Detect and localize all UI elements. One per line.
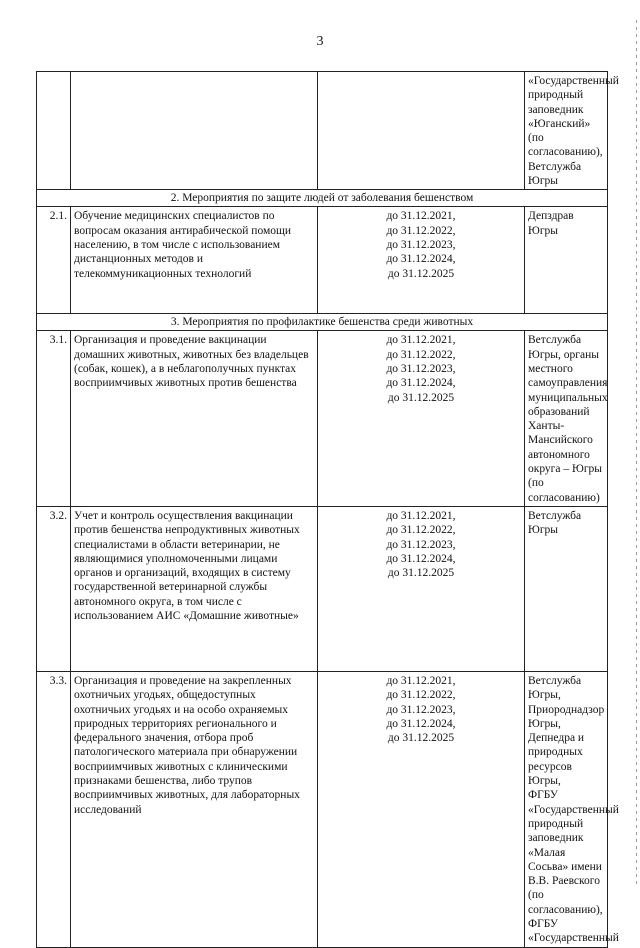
activities-table (36, 71, 619, 948)
responsible-cell: «Государственный природный заповедник «Юганский» (по согласованию), Ветслужба Югры (525, 72, 608, 190)
table-row (37, 72, 608, 190)
row-number-cell: 3.2. (37, 506, 71, 671)
table-row (37, 506, 608, 671)
page-number: 3 (316, 34, 324, 49)
activity-cell (71, 72, 318, 190)
section-header-row (37, 314, 608, 331)
term-cell: до 31.12.2021, до 31.12.2022, до 31.12.2023, до 31.12.2024, до 31.12.2025 (318, 506, 525, 671)
row-number-cell: 3.3. (37, 671, 71, 947)
section-title: 3. Мероприятия по профилактике бешенства среди животных (37, 314, 608, 331)
table-row (37, 331, 608, 507)
term-cell: до 31.12.2021, до 31.12.2022, до 31.12.2023, до 31.12.2024, до 31.12.2025 (318, 671, 525, 947)
responsible-cell: Депздрав Югры (525, 207, 608, 314)
term-cell (318, 72, 525, 190)
responsible-cell: Ветслужба Югры, Приороднадзор Югры, Депнедра и природных ресурсов Югры, ФГБУ «Государственный природный заповедник «Малая Сосьва» имени В.В. Раевского (по согласованию), ФГБУ «Государственный (525, 671, 608, 947)
activity-cell: Учет и контроль осуществления вакцинации против бешенства непродуктивных животных специалистами в области ветеринарии, не являющимися уполномоченными лицами органов и организаций, входящих в систему государственной ветеринарной службы автономного округа, в том числе с использованием АИС «Домашние животные» (71, 506, 318, 671)
activity-cell: Организация и проведение вакцинации домашних животных, животных без владельцев (собак, кошек), а в неблагополучных пунктах восприимчивых животных против бешенства (71, 331, 318, 507)
table-row (37, 671, 608, 947)
scan-edge-line (636, 20, 637, 885)
responsible-cell: Ветслужба Югры, органы местного самоуправления муниципальных образований Ханты-Мансийского автономного округа – Югры (по согласованию) (525, 331, 608, 507)
activity-cell: Организация и проведение на закрепленных охотничьих угодьях, общедоступных охотничьих угодьях и на особо охраняемых природных территориях регионального и федерального значения, отбора проб патологического материала при обнаружении восприимчивых животных с клиническими признаками бешенства, либо трупов восприимчивых животных, для лабораторных исследований (71, 671, 318, 947)
row-number-cell (37, 72, 71, 190)
section-header-row (37, 190, 608, 207)
section-title: 2. Мероприятия по защите людей от заболевания бешенством (37, 190, 608, 207)
row-number-cell: 3.1. (37, 331, 71, 507)
table-row (37, 207, 608, 314)
responsible-cell: Ветслужба Югры (525, 506, 608, 671)
activity-cell: Обучение медицинских специалистов по вопросам оказания антирабической помощи населению, в том числе с использованием дистанционных методов и телекоммуникационных технологий (71, 207, 318, 314)
term-cell: до 31.12.2021, до 31.12.2022, до 31.12.2023, до 31.12.2024, до 31.12.2025 (318, 207, 525, 314)
row-number-cell: 2.1. (37, 207, 71, 314)
term-cell: до 31.12.2021, до 31.12.2022, до 31.12.2023, до 31.12.2024, до 31.12.2025 (318, 331, 525, 507)
